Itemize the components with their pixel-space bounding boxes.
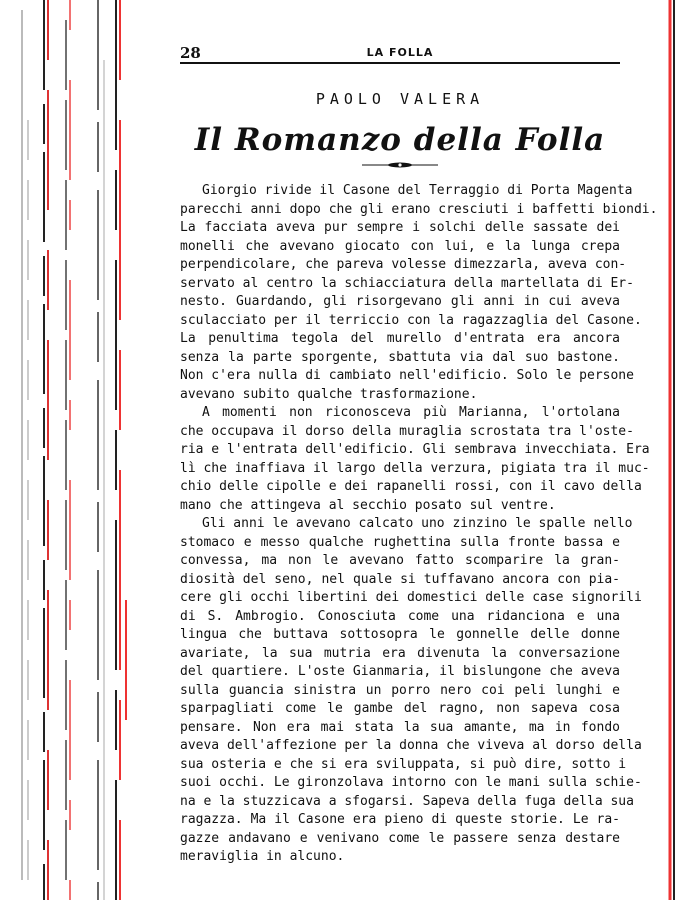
text-line: convessa, ma non le avevano fatto scomparire la gran-: [180, 553, 620, 568]
paragraph: [180, 404, 650, 515]
article-title: Il Romanzo della Folla: [194, 122, 606, 158]
text-line: Gli anni le avevano calcato uno zinzino le spalle nello: [202, 516, 633, 531]
author-name: PAOLO VALERA: [315, 90, 485, 108]
text-line: avariate, la sua mutria era divenuta la conversazione: [180, 645, 620, 661]
text-line: di S. Ambrogio. Conosciuta come una ridanciona e una: [180, 608, 620, 624]
text-line: monelli che avevano giocato con lui, e la lunga crepa: [180, 238, 620, 254]
running-head: [180, 40, 620, 64]
text-line: diosità del seno, nel quale si tuffavano ancora con pia-: [180, 571, 620, 587]
text-line: sculacciato per il terriccio con la ragazzaglia del Casone.: [180, 312, 642, 328]
text-line: sua osteria e che si era sviluppata, si può dire, sotto i: [180, 756, 627, 772]
text-line: lì che inaffiava il largo della verzura, pigiata tra il muc-: [180, 460, 650, 476]
text-line: na e la stuzzicava a sfogarsi. Sapeva della fuga della sua: [180, 793, 634, 809]
article-body: [180, 182, 658, 867]
text-line: del quartiere. L'oste Gianmaria, il bislungone che aveva: [180, 664, 620, 679]
text-line: che occupava il dorso della muraglia scrostata tra l'oste-: [180, 423, 634, 439]
scan-artifact-right-edge: [668, 0, 676, 900]
page: [180, 40, 658, 867]
paragraph: [180, 182, 658, 404]
text-line: pensare. Non era mai stata la sua amante, ma in fondo: [180, 719, 620, 735]
text-line: aveva dell'affezione per la donna che viveva al dorso della: [180, 738, 642, 753]
text-line: senza la parte sporgente, sbattuta via dal suo bastone.: [180, 349, 620, 365]
text-line: sparpagliati come le gambe del ragno, non sapeva cosa: [180, 701, 620, 716]
text-line: servato al centro la schiacciatura della martellata di Er-: [180, 275, 634, 291]
text-line: meraviglia in alcuno.: [180, 849, 345, 864]
text-line: nesto. Guardando, gli risorgevano gli anni in cui aveva: [180, 294, 620, 309]
text-line: stomaco e messo qualche rughettina sulla fronte bassa e: [180, 534, 620, 550]
text-line: cere gli occhi libertini dei domestici delle case signorili: [180, 590, 642, 605]
paragraph: [180, 515, 642, 867]
divider-ornament: [360, 160, 440, 170]
text-line: La penultima tegola del murello d'entrata era ancora: [180, 331, 620, 346]
text-line: parecchi anni dopo che gli erano cresciuti i baffetti biondi.: [180, 201, 658, 217]
text-line: chio delle cipolle e dei rapanelli rossi, con il cavo della: [180, 479, 642, 494]
text-line: ria e l'entrata dell'edificio. Gli sembrava invecchiata. Era: [180, 442, 650, 457]
text-line: ragazza. Ma il Casone era pieno di queste storie. Le ra-: [180, 812, 620, 827]
scan-artifact-lines: [0, 0, 140, 900]
text-line: Giorgio rivide il Casone del Terraggio di Porta Magenta: [202, 183, 633, 198]
text-line: Non c'era nulla di cambiato nell'edificio. Solo le persone: [180, 368, 634, 383]
text-line: perpendicolare, che pareva volesse dimezzarla, aveva con-: [180, 257, 627, 272]
journal-name: LA FOLLA: [366, 46, 434, 59]
text-line: sulla guancia sinistra un porro nero coi peli lunghi e: [180, 682, 620, 698]
text-line: lingua che buttava sottosopra le gonnelle delle donne: [180, 627, 620, 642]
text-line: suoi occhi. Le gironzolava intorno con le mani sulla schie-: [180, 775, 642, 790]
text-line: mano che attingeva al secchio posato sul ventre.: [180, 497, 556, 513]
text-line: La facciata aveva pur sempre i solchi delle sassate dei: [180, 220, 620, 235]
page-number: 28: [180, 44, 201, 62]
text-line: A momenti non riconosceva più Marianna, l'ortolana: [202, 405, 620, 420]
text-line: avevano subito qualche trasformazione.: [180, 386, 478, 402]
text-line: gazze andavano e venivano come le passere senza destare: [180, 830, 620, 846]
